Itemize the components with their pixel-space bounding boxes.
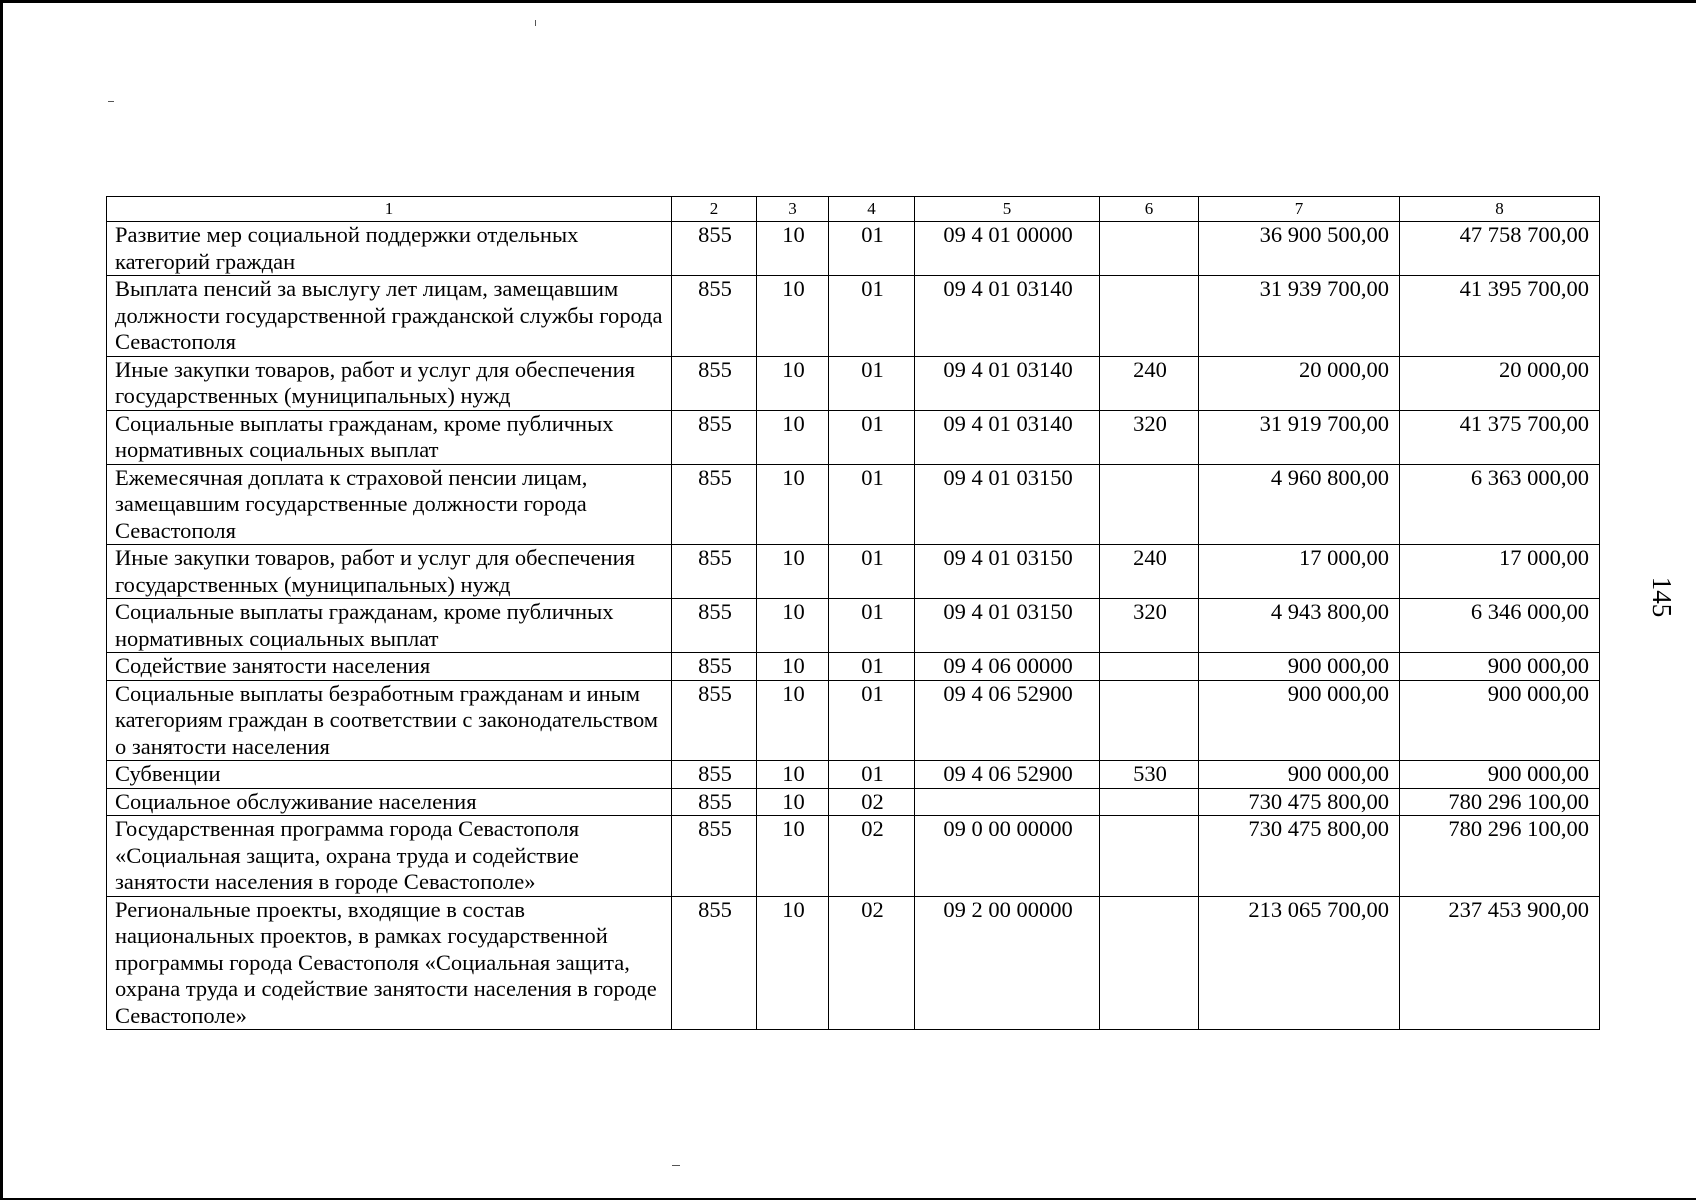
row-subsection-code-cell: 01 <box>829 599 915 653</box>
row-amount-year2-cell: 900 000,00 <box>1400 680 1600 761</box>
row-section-code-cell: 10 <box>757 356 829 410</box>
row-expense-type-cell: 240 <box>1100 356 1199 410</box>
row-amount-year2-cell: 41 395 700,00 <box>1400 276 1600 357</box>
row-amount-year2-cell: 780 296 100,00 <box>1400 816 1600 897</box>
row-section-code-cell: 10 <box>757 653 829 681</box>
header-cell-col-6: 6 <box>1100 197 1199 222</box>
budget-table <box>106 196 1600 1030</box>
row-expense-type-cell <box>1100 896 1199 1030</box>
scan-speck <box>535 20 536 26</box>
row-expense-type-cell: 320 <box>1100 410 1199 464</box>
row-amount-year2-cell: 6 363 000,00 <box>1400 464 1600 545</box>
row-ministry-code-cell: 855 <box>672 222 757 276</box>
table-header-row <box>107 197 1600 222</box>
header-cell-col-8: 8 <box>1400 197 1600 222</box>
table-row <box>107 816 1600 897</box>
row-amount-year2-cell: 900 000,00 <box>1400 653 1600 681</box>
table-row <box>107 653 1600 681</box>
scan-border-left <box>0 0 3 1200</box>
row-amount-year2-cell: 20 000,00 <box>1400 356 1600 410</box>
row-target-article-cell: 09 4 01 00000 <box>915 222 1100 276</box>
table-row <box>107 464 1600 545</box>
row-subsection-code-cell: 01 <box>829 464 915 545</box>
row-section-code-cell: 10 <box>757 680 829 761</box>
row-amount-year2-cell: 780 296 100,00 <box>1400 788 1600 816</box>
row-amount-year1-cell: 900 000,00 <box>1199 761 1400 789</box>
row-section-code-cell: 10 <box>757 599 829 653</box>
row-target-article-cell: 09 0 00 00000 <box>915 816 1100 897</box>
row-name-cell: Выплата пенсий за выслугу лет лицам, замещавшим должности государственной гражданской службы города Севастополя <box>107 276 672 357</box>
row-amount-year2-cell: 47 758 700,00 <box>1400 222 1600 276</box>
scan-border-top <box>0 0 1696 3</box>
row-section-code-cell: 10 <box>757 410 829 464</box>
table-row <box>107 761 1600 789</box>
table-row <box>107 599 1600 653</box>
row-amount-year1-cell: 31 939 700,00 <box>1199 276 1400 357</box>
header-cell-col-4: 4 <box>829 197 915 222</box>
row-target-article-cell: 09 4 01 03150 <box>915 599 1100 653</box>
row-ministry-code-cell: 855 <box>672 356 757 410</box>
row-subsection-code-cell: 01 <box>829 545 915 599</box>
row-ministry-code-cell: 855 <box>672 816 757 897</box>
row-subsection-code-cell: 02 <box>829 816 915 897</box>
row-target-article-cell: 09 4 01 03140 <box>915 276 1100 357</box>
row-subsection-code-cell: 02 <box>829 896 915 1030</box>
row-target-article-cell: 09 4 01 03140 <box>915 410 1100 464</box>
row-name-cell: Социальные выплаты безработным гражданам и иным категориям граждан в соответствии с законодательством о занятости населения <box>107 680 672 761</box>
row-expense-type-cell: 240 <box>1100 545 1199 599</box>
row-section-code-cell: 10 <box>757 788 829 816</box>
scan-speck <box>108 101 114 102</box>
row-name-cell: Иные закупки товаров, работ и услуг для обеспечения государственных (муниципальных) нужд <box>107 545 672 599</box>
row-target-article-cell: 09 4 06 52900 <box>915 680 1100 761</box>
row-target-article-cell: 09 4 01 03150 <box>915 464 1100 545</box>
header-cell-col-1: 1 <box>107 197 672 222</box>
row-amount-year2-cell: 6 346 000,00 <box>1400 599 1600 653</box>
table-row <box>107 222 1600 276</box>
row-amount-year2-cell: 41 375 700,00 <box>1400 410 1600 464</box>
row-ministry-code-cell: 855 <box>672 410 757 464</box>
row-section-code-cell: 10 <box>757 222 829 276</box>
row-amount-year1-cell: 900 000,00 <box>1199 680 1400 761</box>
row-target-article-cell: 09 4 06 00000 <box>915 653 1100 681</box>
row-expense-type-cell <box>1100 464 1199 545</box>
table-row <box>107 788 1600 816</box>
row-name-cell: Субвенции <box>107 761 672 789</box>
row-subsection-code-cell: 01 <box>829 761 915 789</box>
row-amount-year2-cell: 237 453 900,00 <box>1400 896 1600 1030</box>
row-expense-type-cell <box>1100 222 1199 276</box>
row-ministry-code-cell: 855 <box>672 788 757 816</box>
row-amount-year1-cell: 900 000,00 <box>1199 653 1400 681</box>
row-subsection-code-cell: 02 <box>829 788 915 816</box>
row-expense-type-cell <box>1100 680 1199 761</box>
row-subsection-code-cell: 01 <box>829 222 915 276</box>
row-expense-type-cell <box>1100 276 1199 357</box>
row-ministry-code-cell: 855 <box>672 761 757 789</box>
row-name-cell: Развитие мер социальной поддержки отдельных категорий граждан <box>107 222 672 276</box>
row-target-article-cell: 09 4 01 03150 <box>915 545 1100 599</box>
row-section-code-cell: 10 <box>757 464 829 545</box>
row-target-article-cell: 09 2 00 00000 <box>915 896 1100 1030</box>
row-ministry-code-cell: 855 <box>672 599 757 653</box>
row-subsection-code-cell: 01 <box>829 356 915 410</box>
header-cell-col-3: 3 <box>757 197 829 222</box>
row-name-cell: Иные закупки товаров, работ и услуг для обеспечения государственных (муниципальных) нужд <box>107 356 672 410</box>
row-subsection-code-cell: 01 <box>829 680 915 761</box>
row-subsection-code-cell: 01 <box>829 653 915 681</box>
row-ministry-code-cell: 855 <box>672 276 757 357</box>
scan-speck <box>672 1165 680 1166</box>
row-amount-year1-cell: 31 919 700,00 <box>1199 410 1400 464</box>
row-expense-type-cell <box>1100 788 1199 816</box>
row-expense-type-cell: 320 <box>1100 599 1199 653</box>
row-amount-year2-cell: 900 000,00 <box>1400 761 1600 789</box>
row-name-cell: Содействие занятости населения <box>107 653 672 681</box>
row-amount-year1-cell: 4 960 800,00 <box>1199 464 1400 545</box>
row-section-code-cell: 10 <box>757 816 829 897</box>
row-ministry-code-cell: 855 <box>672 653 757 681</box>
row-section-code-cell: 10 <box>757 761 829 789</box>
row-amount-year1-cell: 213 065 700,00 <box>1199 896 1400 1030</box>
row-section-code-cell: 10 <box>757 276 829 357</box>
row-amount-year1-cell: 730 475 800,00 <box>1199 816 1400 897</box>
row-name-cell: Государственная программа города Севастополя «Социальная защита, охрана труда и содействие занятости населения в городе Севастополе» <box>107 816 672 897</box>
row-amount-year2-cell: 17 000,00 <box>1400 545 1600 599</box>
row-name-cell: Региональные проекты, входящие в состав национальных проектов, в рамках государственной программы города Севастополя «Социальная защита, охрана труда и содействие занятости населения в городе Севастополе» <box>107 896 672 1030</box>
row-expense-type-cell <box>1100 653 1199 681</box>
row-ministry-code-cell: 855 <box>672 680 757 761</box>
row-section-code-cell: 10 <box>757 545 829 599</box>
table-row <box>107 545 1600 599</box>
row-amount-year1-cell: 17 000,00 <box>1199 545 1400 599</box>
header-cell-col-5: 5 <box>915 197 1100 222</box>
row-amount-year1-cell: 4 943 800,00 <box>1199 599 1400 653</box>
row-ministry-code-cell: 855 <box>672 545 757 599</box>
table-row <box>107 410 1600 464</box>
table-row <box>107 356 1600 410</box>
row-amount-year1-cell: 36 900 500,00 <box>1199 222 1400 276</box>
row-amount-year1-cell: 20 000,00 <box>1199 356 1400 410</box>
row-target-article-cell: 09 4 01 03140 <box>915 356 1100 410</box>
row-target-article-cell <box>915 788 1100 816</box>
row-ministry-code-cell: 855 <box>672 464 757 545</box>
row-expense-type-cell <box>1100 816 1199 897</box>
row-name-cell: Социальные выплаты гражданам, кроме публичных нормативных социальных выплат <box>107 599 672 653</box>
row-subsection-code-cell: 01 <box>829 410 915 464</box>
row-ministry-code-cell: 855 <box>672 896 757 1030</box>
page-number: 145 <box>1647 576 1677 618</box>
table-row <box>107 896 1600 1030</box>
row-amount-year1-cell: 730 475 800,00 <box>1199 788 1400 816</box>
row-section-code-cell: 10 <box>757 896 829 1030</box>
row-name-cell: Социальное обслуживание населения <box>107 788 672 816</box>
table-row <box>107 680 1600 761</box>
header-cell-col-7: 7 <box>1199 197 1400 222</box>
row-name-cell: Социальные выплаты гражданам, кроме публичных нормативных социальных выплат <box>107 410 672 464</box>
header-cell-col-2: 2 <box>672 197 757 222</box>
row-expense-type-cell: 530 <box>1100 761 1199 789</box>
row-subsection-code-cell: 01 <box>829 276 915 357</box>
row-name-cell: Ежемесячная доплата к страховой пенсии лицам, замещавшим государственные должности города Севастополя <box>107 464 672 545</box>
row-target-article-cell: 09 4 06 52900 <box>915 761 1100 789</box>
table-row <box>107 276 1600 357</box>
